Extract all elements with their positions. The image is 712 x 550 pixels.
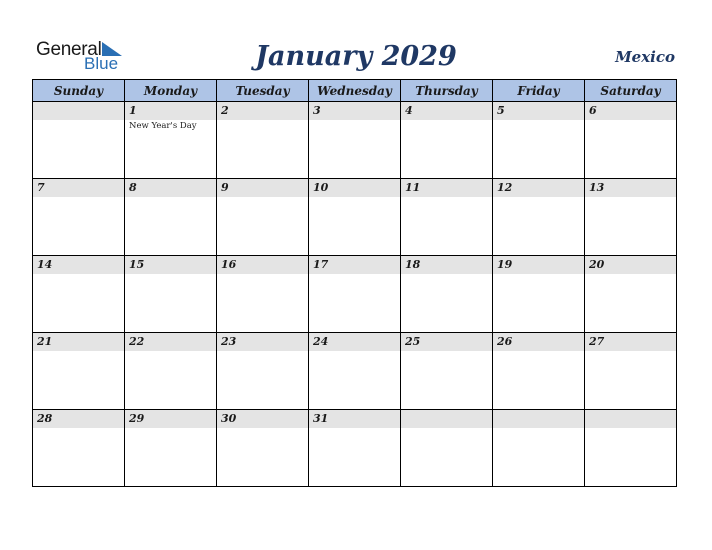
day-number: 7	[33, 179, 124, 197]
day-number: 31	[309, 410, 400, 428]
day-number: 5	[493, 102, 584, 120]
day-cell	[217, 102, 309, 179]
day-cell	[585, 102, 677, 179]
day-number: 14	[33, 256, 124, 274]
day-number: 8	[125, 179, 216, 197]
day-cell	[493, 256, 585, 333]
day-number: 6	[585, 102, 676, 120]
day-cell	[585, 410, 677, 487]
day-cell	[217, 333, 309, 410]
day-cell	[33, 333, 125, 410]
day-number: 28	[33, 410, 124, 428]
day-number: 3	[309, 102, 400, 120]
day-number: 24	[309, 333, 400, 351]
weekday-header: Wednesday	[309, 80, 401, 102]
calendar-week-row	[33, 102, 677, 179]
day-number: 13	[585, 179, 676, 197]
day-cell	[401, 333, 493, 410]
day-cell	[125, 410, 217, 487]
calendar-grid	[32, 79, 677, 487]
day-number	[493, 410, 584, 428]
day-cell	[125, 102, 217, 179]
calendar-week-row	[33, 179, 677, 256]
day-number: 26	[493, 333, 584, 351]
day-number: 17	[309, 256, 400, 274]
day-number: 15	[125, 256, 216, 274]
logo-word-blue: Blue	[84, 54, 119, 73]
day-number: 10	[309, 179, 400, 197]
day-number: 29	[125, 410, 216, 428]
day-cell	[33, 102, 125, 179]
day-number: 2	[217, 102, 308, 120]
day-cell	[401, 179, 493, 256]
day-cell	[493, 102, 585, 179]
day-number: 16	[217, 256, 308, 274]
day-number: 21	[33, 333, 124, 351]
day-number	[33, 102, 124, 120]
day-number: 1	[125, 102, 216, 120]
day-number: 4	[401, 102, 492, 120]
day-cell	[585, 333, 677, 410]
day-cell	[217, 410, 309, 487]
day-number: 9	[217, 179, 308, 197]
day-cell	[125, 179, 217, 256]
day-number: 27	[585, 333, 676, 351]
country-label: Mexico	[615, 48, 675, 66]
weekday-header: Friday	[493, 80, 585, 102]
weekday-header: Tuesday	[217, 80, 309, 102]
logo-word-general: General	[36, 39, 102, 60]
day-number: 22	[125, 333, 216, 351]
day-number: 23	[217, 333, 308, 351]
day-cell	[309, 410, 401, 487]
weekday-header: Saturday	[585, 80, 677, 102]
day-cell	[309, 256, 401, 333]
day-number: 25	[401, 333, 492, 351]
calendar-week-row	[33, 410, 677, 487]
day-number: 12	[493, 179, 584, 197]
day-cell	[217, 179, 309, 256]
calendar-title: January 2029	[255, 41, 457, 72]
holiday-label: New Year's Day	[129, 121, 197, 131]
weekday-header: Thursday	[401, 80, 493, 102]
day-cell	[33, 179, 125, 256]
day-cell	[585, 256, 677, 333]
day-cell	[401, 410, 493, 487]
day-cell	[125, 333, 217, 410]
weekday-header: Sunday	[33, 80, 125, 102]
day-cell	[33, 256, 125, 333]
day-cell	[309, 333, 401, 410]
day-number	[401, 410, 492, 428]
day-cell	[33, 410, 125, 487]
day-cell	[493, 333, 585, 410]
day-cell	[217, 256, 309, 333]
day-number: 19	[493, 256, 584, 274]
day-number: 11	[401, 179, 492, 197]
day-cell	[309, 179, 401, 256]
day-number: 18	[401, 256, 492, 274]
day-number: 20	[585, 256, 676, 274]
calendar-week-row	[33, 333, 677, 410]
day-cell	[401, 102, 493, 179]
weekday-header-row	[33, 80, 677, 102]
day-cell	[493, 179, 585, 256]
day-cell	[585, 179, 677, 256]
weekday-header: Monday	[125, 80, 217, 102]
day-number: 30	[217, 410, 308, 428]
day-cell	[309, 102, 401, 179]
calendar-week-row	[33, 256, 677, 333]
day-cell	[493, 410, 585, 487]
day-cell	[401, 256, 493, 333]
day-number	[585, 410, 676, 428]
day-cell	[125, 256, 217, 333]
